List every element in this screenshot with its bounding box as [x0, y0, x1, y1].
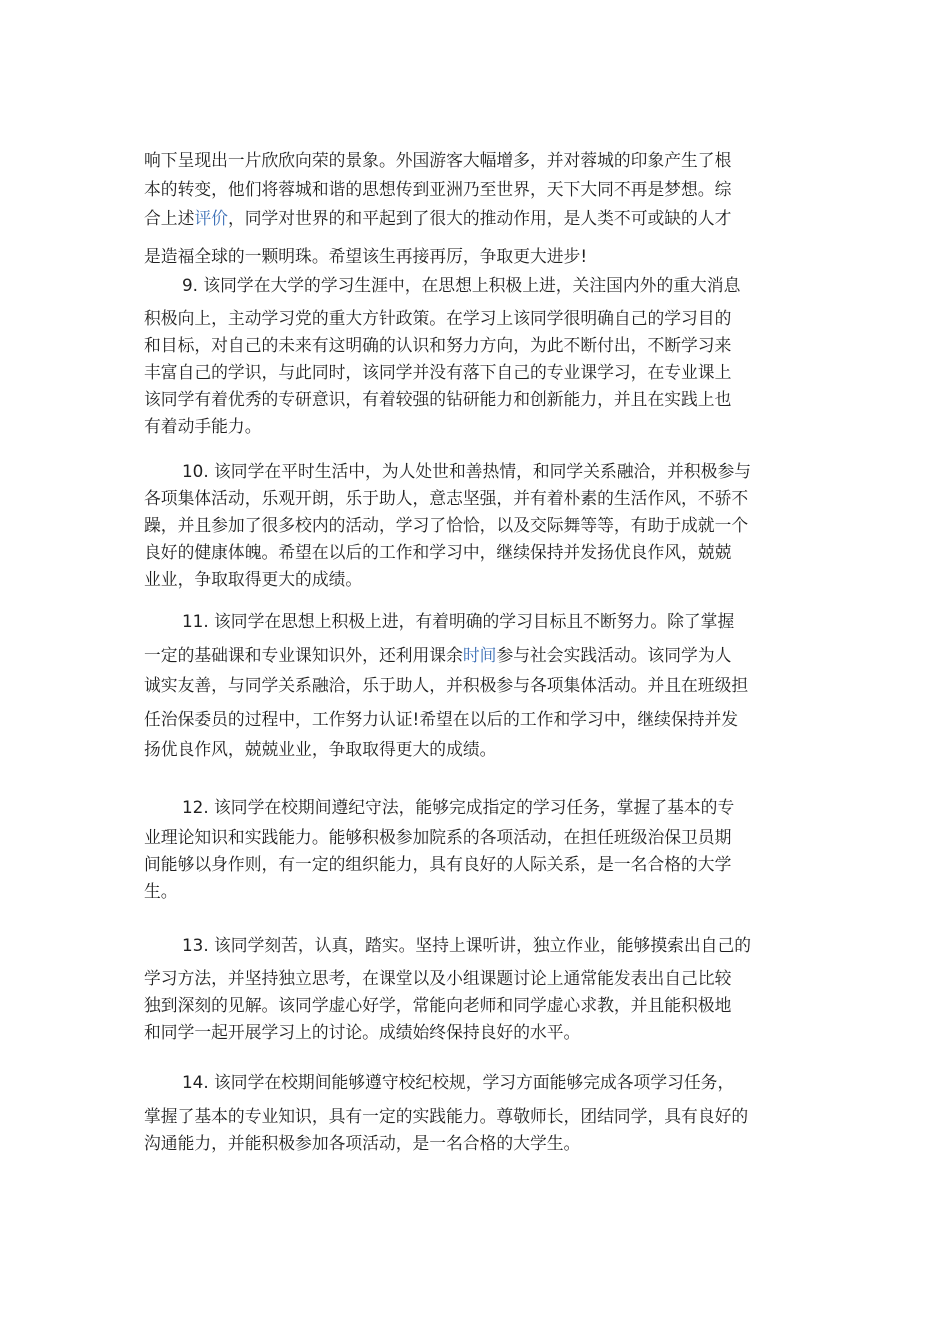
paragraph-line: 任治保委员的过程中，工作努力认证!希望在以后的工作和学习中，继续保持并发 — [144, 709, 739, 729]
paragraph-line: 积极向上，主动学习党的重大方针政策。在学习上该同学很明确自己的学习目的 — [144, 308, 732, 328]
paragraph-first-line: 14. 该同学在校期间能够遵守校纪校规，学习方面能够完成各项学习任务， — [182, 1072, 735, 1092]
paragraph-first-line: 11. 该同学在思想上积极上进，有着明确的学习目标且不断努力。除了掌握 — [182, 611, 735, 631]
comment-item-10 — [144, 459, 808, 591]
paragraph-line: 丰富自己的学识，与此同时，该同学并没有落下自己的专业课学习，在专业课上 — [144, 362, 732, 382]
paragraph-line: 独到深刻的见解。该同学虚心好学，常能向老师和同学虚心求教，并且能积极地 — [144, 995, 732, 1015]
paragraph-line: 沟通能力，并能积极参加各项活动，是一名合格的大学生。 — [144, 1133, 581, 1153]
paragraph-line-with-link — [144, 643, 808, 667]
paragraph-line: 本的转变，他们将蓉城和谐的思想传到亚洲乃至世界，天下大同不再是梦想。综 — [144, 179, 732, 199]
paragraph-line: 响下呈现出一片欣欣向荣的景象。外国游客大幅增多，并对蓉城的印象产生了根 — [144, 150, 732, 170]
evaluation-link[interactable]: 评价 — [194, 208, 228, 228]
comment-item-14 — [144, 1070, 808, 1155]
paragraph-line: 各项集体活动，乐观开朗，乐于助人，意志坚强，并有着朴素的生活作风，不骄不 — [144, 488, 749, 508]
paragraph-first-line: 10. 该同学在平时生活中，为人处世和善热情，和同学关系融洽，并积极参与 — [182, 461, 752, 481]
text-segment: 参与社会实践活动。该同学为人 — [496, 645, 732, 665]
paragraph-line: 生。 — [144, 881, 178, 901]
time-link[interactable]: 时间 — [462, 645, 497, 665]
paragraph-line: 有着动手能力。 — [144, 416, 262, 436]
paragraph-line: 业业，争取取得更大的成绩。 — [144, 569, 363, 589]
paragraph-line: 诚实友善，与同学关系融洽，乐于助人，并积极参与各项集体活动。并且在班级担 — [144, 675, 749, 695]
paragraph-line: 学习方法，并坚持独立思考，在课堂以及小组课题讨论上通常能发表出自己比较 — [144, 968, 732, 988]
paragraph-line: 业理论知识和实践能力。能够积极参加院系的各项活动，在担任班级治保卫员期 — [144, 827, 732, 847]
paragraph-line: 躁，并且参加了很多校内的活动，学习了恰恰，以及交际舞等等，有助于成就一个 — [144, 515, 749, 535]
comment-item-11 — [144, 609, 808, 761]
comment-item-12 — [144, 795, 808, 903]
paragraph-line-with-link — [144, 206, 808, 230]
text-segment: 一定的基础课和专业课知识外，还利用课余 — [144, 645, 463, 665]
paragraph-line: 间能够以身作则，有一定的组织能力，具有良好的人际关系，是一名合格的大学 — [144, 854, 732, 874]
paragraph-line: 良好的健康体魄。希望在以后的工作和学习中，继续保持并发扬优良作风，兢兢 — [144, 542, 732, 562]
paragraph-continuation — [144, 148, 808, 268]
paragraph-line: 扬优良作风，兢兢业业，争取取得更大的成绩。 — [144, 739, 497, 759]
paragraph-first-line: 9. 该同学在大学的学习生涯中，在思想上积极上进，关注国内外的重大消息 — [182, 275, 741, 295]
text-segment: ，同学对世界的和平起到了很大的推动作用，是人类不可或缺的人才 — [227, 208, 732, 228]
paragraph-line: 和同学一起开展学习上的讨论。成绩始终保持良好的水平。 — [144, 1022, 581, 1042]
comment-item-9 — [144, 273, 808, 438]
paragraph-line: 该同学有着优秀的专研意识，有着较强的钻研能力和创新能力，并且在实践上也 — [144, 389, 732, 409]
paragraph-line: 是造福全球的一颗明珠。希望该生再接再厉，争取更大进步! — [144, 246, 588, 266]
comment-item-13 — [144, 933, 808, 1044]
paragraph-line: 和目标，对自己的未来有这明确的认识和努力方向，为此不断付出，不断学习来 — [144, 335, 732, 355]
paragraph-line: 掌握了基本的专业知识，具有一定的实践能力。尊敬师长，团结同学，具有良好的 — [144, 1106, 749, 1126]
paragraph-first-line: 12. 该同学在校期间遵纪守法，能够完成指定的学习任务，掌握了基本的专 — [182, 797, 735, 817]
paragraph-first-line: 13. 该同学刻苦，认真，踏实。坚持上课听讲，独立作业，能够摸索出自己的 — [182, 935, 752, 955]
text-segment: 合上述 — [144, 208, 195, 228]
